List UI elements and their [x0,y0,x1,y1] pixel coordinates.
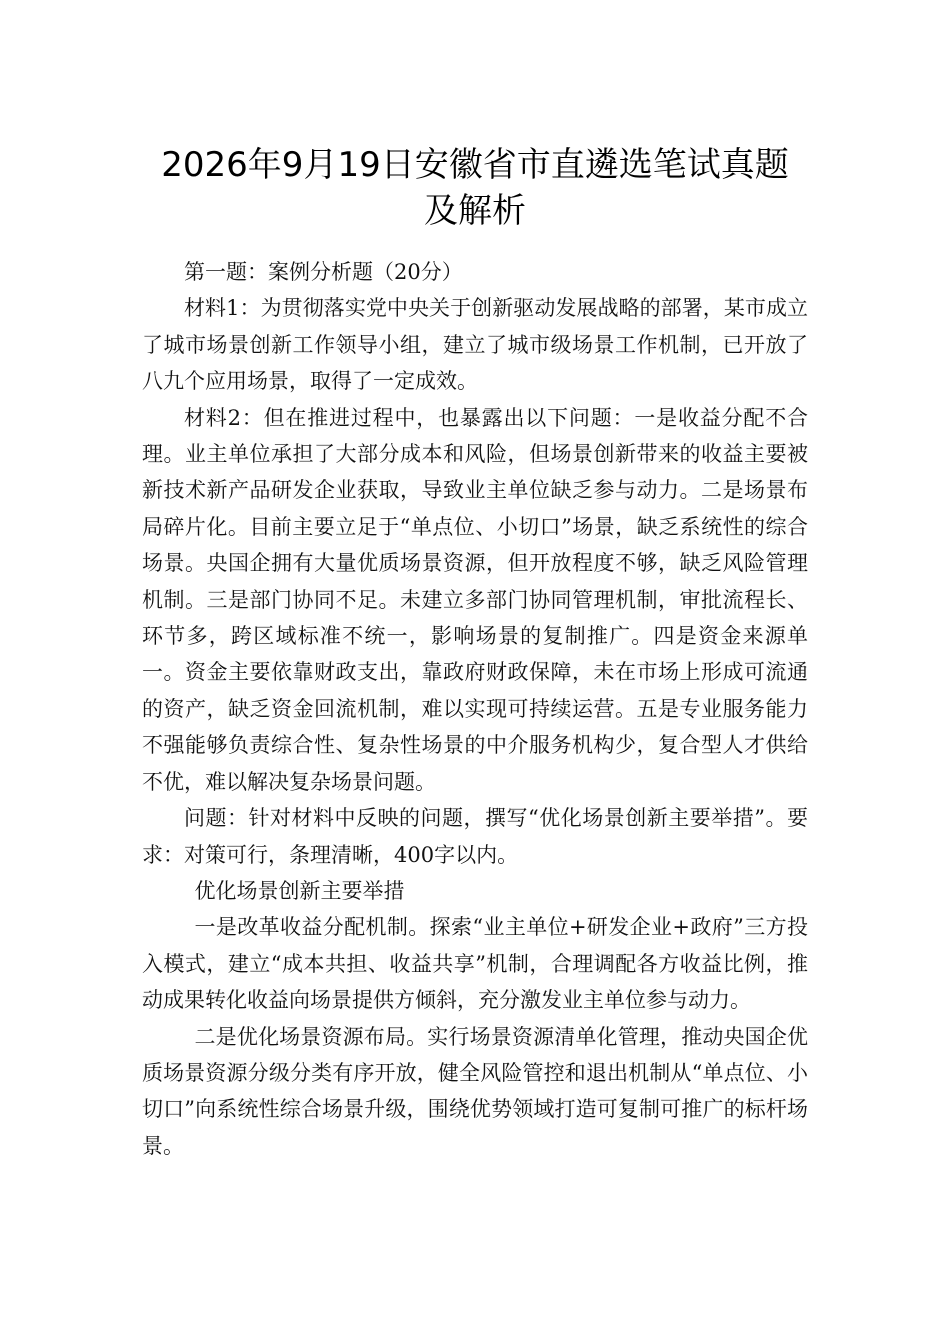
document-body [142,254,808,1164]
material-2-paragraph: 材料2：但在推进过程中，也暴露出以下问题：一是收益分配不合理。业主单位承担了大部分成本和风险，但场景创新带来的收益主要被新技术新产品研发企业获取，导致业主单位缺乏参与动力。二是场景布局碎片化。目前主要立足于“单点位、小切口”场景，缺乏系统性的综合场景。央国企拥有大量优质场景资源，但开放程度不够，缺乏风险管理机制。三是部门协同不足。未建立多部门协同管理机制，审批流程长、环节多，跨区域标准不统一，影响场景的复制推广。四是资金来源单一。资金主要依靠财政支出，靠政府财政保障，未在市场上形成可流通的资产，缺乏资金回流机制，难以实现可持续运营。五是专业服务能力不强能够负责综合性、复杂性场景的中介服务机构少，复合型人才供给不优，难以解决复杂场景问题。 [142,405,808,794]
answer-heading: 优化场景创新主要举措 [194,878,405,903]
title-line-2: 及解析 [424,191,526,231]
title-line-1: 2026年9月19日安徽省市直遴选笔试真题 [161,145,789,185]
question-prompt-paragraph: 问题：针对材料中反映的问题，撰写“优化场景创新主要举措”。要求：对策可行，条理清晰，400字以内。 [142,806,808,867]
material-1-paragraph: 材料1：为贯彻落实党中央关于创新驱动发展战略的部署，某市成立了城市场景创新工作领导小组，建立了城市级场景工作机制，已开放了八九个应用场景，取得了一定成效。 [142,296,808,394]
question-heading: 第一题：案例分析题（20分） [184,260,463,284]
document-title [120,142,830,234]
answer-point-2-paragraph: 二是优化场景资源布局。实行场景资源清单化管理，推动央国企优质场景资源分级分类有序开放，健全风险管控和退出机制从“单点位、小切口”向系统性综合场景升级，围绕优势领域打造可复制可推广的标杆场景。 [142,1024,808,1158]
answer-point-1-paragraph: 一是改革收益分配机制。探索“业主单位+研发企业+政府”三方投入模式，建立“成本共担、收益共享”机制，合理调配各方收益比例，推动成果转化收益向场景提供方倾斜，充分激发业主单位参与动力。 [142,915,808,1013]
